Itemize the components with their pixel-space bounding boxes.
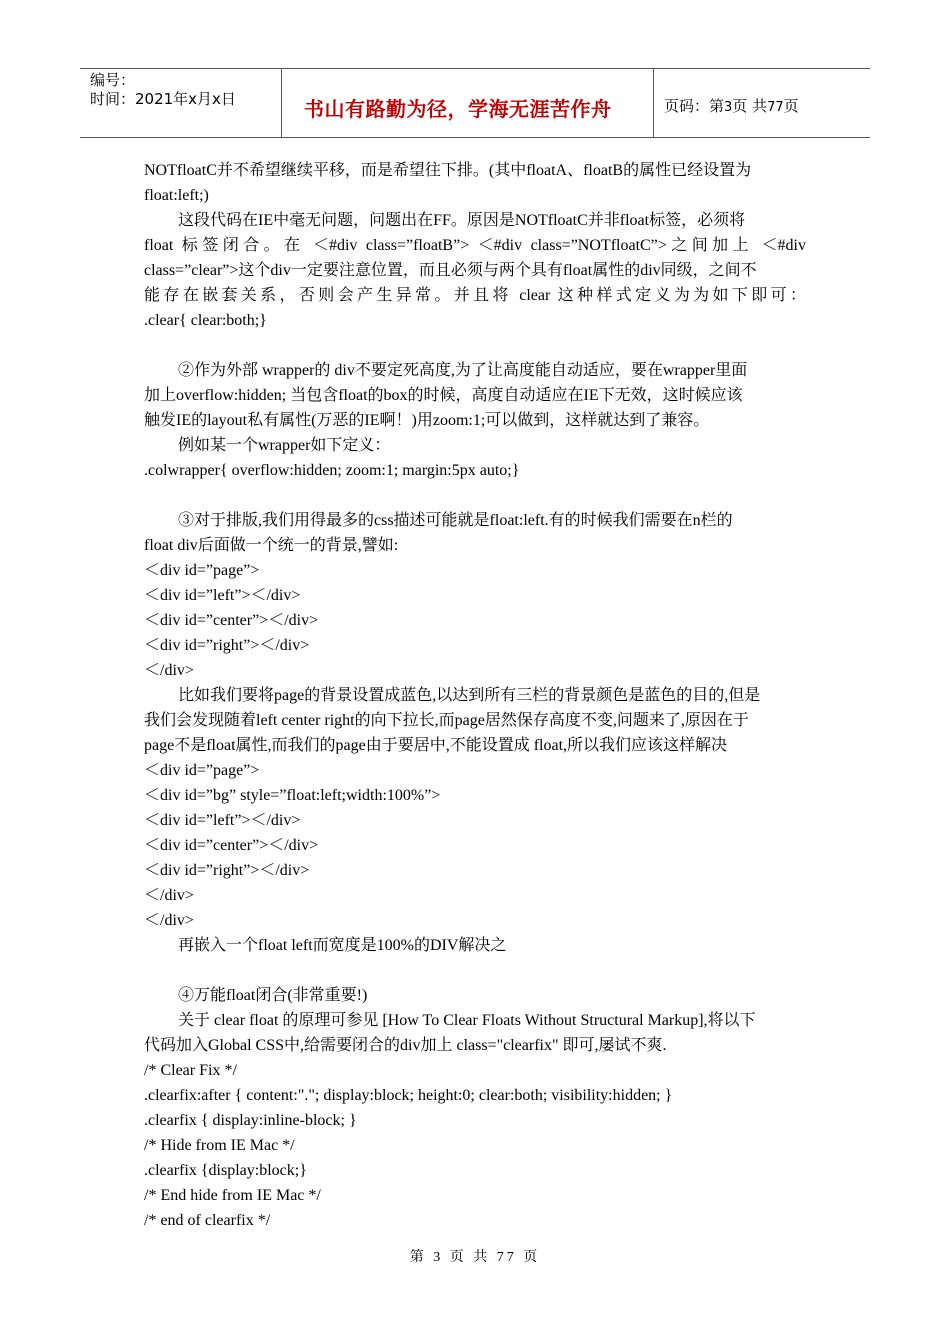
header-motto-cell [282, 69, 654, 137]
text-line: class=”clear”>这个div一定要注意位置，而且必须与两个具有float属性的div同级，之间不 [144, 262, 757, 279]
header-info-cell [80, 69, 282, 137]
code-line: ＜div id=”right”>＜/div> [144, 862, 310, 879]
text-line: NOTfloatC并不希望继续平移，而是希望往下排。(其中floatA、floatB的属性已经设置为 [144, 162, 752, 179]
code-line: ＜div id=”page”> [144, 562, 260, 579]
code-line: ＜div id=”center”>＜/div> [144, 837, 319, 854]
page-current: 3 [724, 100, 733, 115]
text-line: 触发IE的layout私有属性(万恶的IE啊！)用zoom:1;可以做到，这样就达到了兼容。 [144, 412, 710, 429]
text-line: 再嵌入一个float left而宽度是100%的DIV解决之 [178, 937, 507, 954]
text-line: 这段代码在IE中毫无问题，问题出在FF。原因是NOTfloatC并非float标签，必须将 [178, 212, 746, 229]
code-line: /* End hide from IE Mac */ [144, 1187, 321, 1204]
footer-total: 77 [496, 1250, 517, 1265]
page-total: 77 [767, 100, 784, 115]
text-line: 我们会发现随着left center right的向下拉长,而page居然保存高度不变,问题来了,原因在于 [144, 712, 749, 729]
text-line: float div后面做一个统一的背景,譬如: [144, 537, 399, 554]
footer-prefix: 第 [409, 1250, 427, 1265]
code-line: .clearfix { display:inline-block; } [144, 1112, 357, 1129]
code-line: /* Clear Fix */ [144, 1062, 237, 1079]
text-line: 能存在嵌套关系，否则会产生异常。并且将 clear 这种样式定义为为如下即可： [144, 287, 806, 304]
document-body [144, 158, 806, 1233]
code-line: ＜div id=”right”>＜/div> [144, 637, 310, 654]
footer-suffix: 页 [523, 1250, 541, 1265]
code-line: /* end of clearfix */ [144, 1212, 271, 1229]
text-line: ②作为外部 wrapper的 div不要定死高度,为了让高度能自动适应，要在wrapper里面 [178, 362, 748, 379]
header-page-number [664, 95, 799, 116]
footer-mid: 页 共 [449, 1250, 491, 1265]
text-line: 例如某一个wrapper如下定义： [178, 437, 391, 454]
number-label: 编号： [90, 71, 136, 89]
text-line: ③对于排版,我们用得最多的css描述可能就是float:left.有的时候我们需要在n栏的 [178, 512, 733, 529]
text-line: float 标签闭合。在 ＜#div class=”floatB”> ＜#div class=”NOTfloatC”>之间加上 ＜#div [144, 237, 806, 254]
code-line: .clear{ clear:both;} [144, 312, 267, 329]
code-line: ＜div id=”bg” style=”float:left;width:100%”> [144, 787, 441, 804]
text-line: 加上overflow:hidden; 当包含float的box的时候，高度自动适应在IE下无效，这时候应该 [144, 387, 743, 404]
text-line: page不是float属性,而我们的page由于要居中,不能设置成 float,所以我们应该这样解决 [144, 737, 728, 754]
text-line: 比如我们要将page的背景设置成蓝色,以达到所有三栏的背景颜色是蓝色的目的,但是 [178, 687, 761, 704]
footer-current: 3 [433, 1250, 444, 1265]
section-heading: ④万能float闭合(非常重要!) [178, 987, 368, 1004]
code-line: ＜/div> [144, 887, 194, 904]
header-page-cell [654, 69, 870, 137]
text-line: 关于 clear float 的原理可参见 [How To Clear Floats Without Structural Markup],将以下 [178, 1012, 756, 1029]
page-suffix: 页 [783, 97, 799, 115]
code-line: ＜div id=”center”>＜/div> [144, 612, 319, 629]
code-line: .clearfix:after { content:"."; display:block; height:0; clear:both; visibility:hidden; } [144, 1087, 673, 1104]
page-footer [0, 1246, 950, 1266]
code-line: .clearfix {display:block;} [144, 1162, 307, 1179]
code-line: ＜div id=”left”>＜/div> [144, 812, 301, 829]
code-line: /* Hide from IE Mac */ [144, 1137, 295, 1154]
time-label: 时间：2021年x月x日 [90, 90, 236, 108]
page-mid: 页 共 [732, 97, 768, 115]
motto: 书山有路勤为径，学海无涯苦作舟 [304, 97, 612, 121]
code-line: ＜/div> [144, 662, 194, 679]
code-line: ＜div id=”page”> [144, 762, 260, 779]
code-line: .colwrapper{ overflow:hidden; zoom:1; margin:5px auto;} [144, 462, 520, 479]
page-prefix: 页码：第 [664, 97, 725, 115]
code-line: ＜/div> [144, 912, 194, 929]
text-line: float:left;) [144, 187, 209, 204]
header-table [80, 68, 870, 138]
code-line: ＜div id=”left”>＜/div> [144, 587, 301, 604]
text-line: 代码加入Global CSS中,给需要闭合的div加上 class="clearfix" 即可,屡试不爽. [144, 1037, 667, 1054]
